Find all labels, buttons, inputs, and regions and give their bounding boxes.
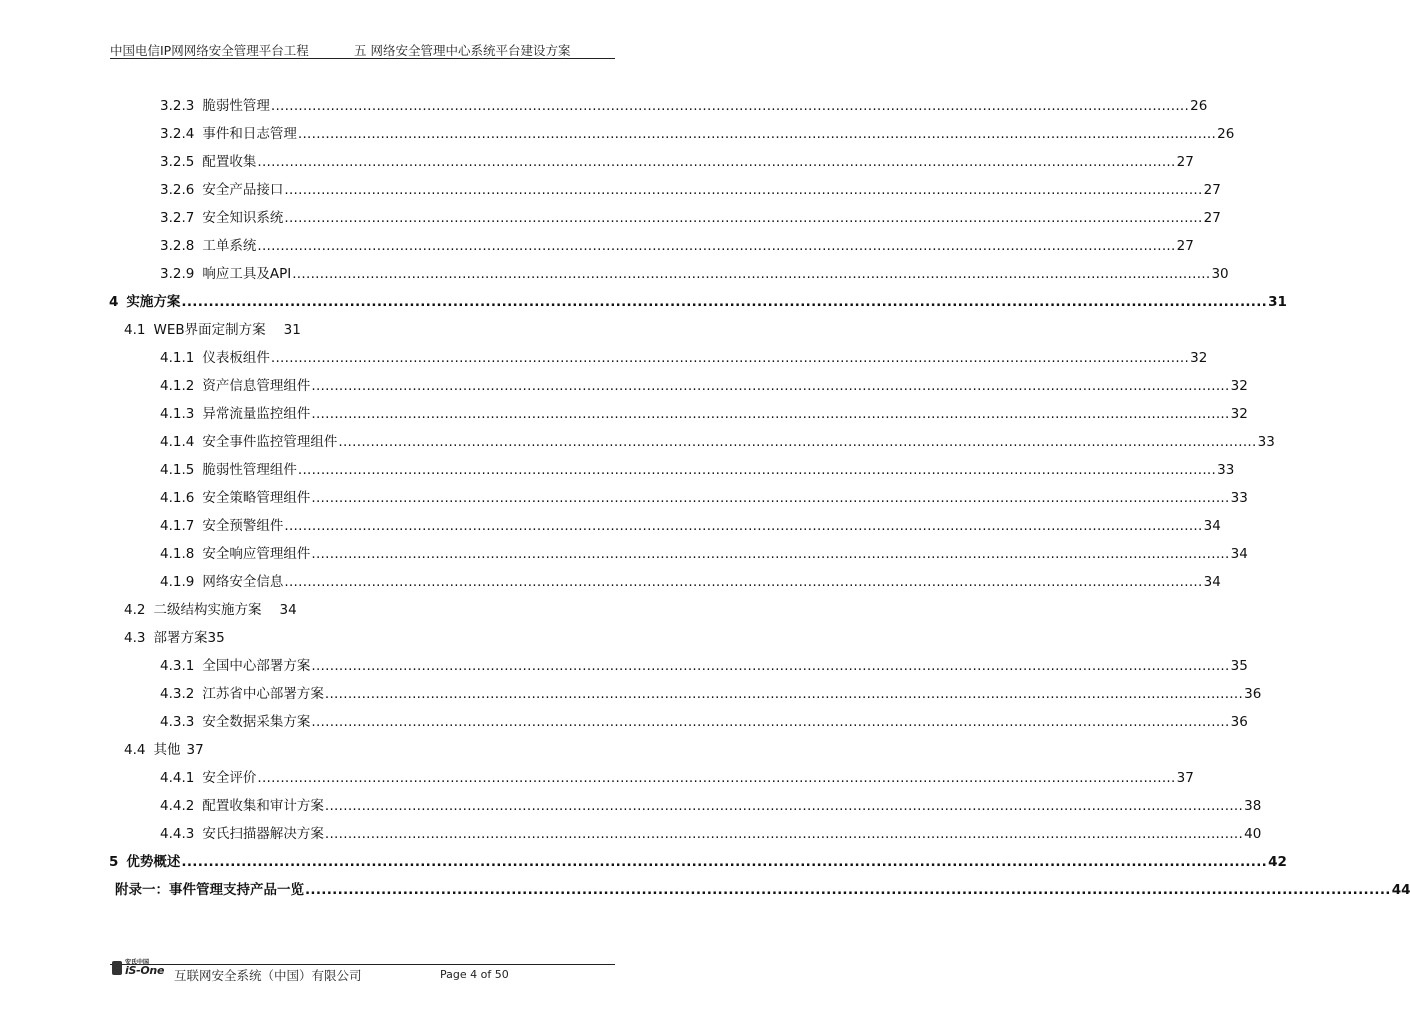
leader-dots: ........................................................................................................................................................................................................ <box>311 546 1230 562</box>
leader-dots: ........................................................................................................................................................................................................ <box>311 378 1230 394</box>
leader-dots: ........................................................................................................................................................................................................ <box>284 182 1203 198</box>
leader-dots: ........................................................................................................................................................................................................ <box>324 686 1244 702</box>
leader-dots: ........................................................................................................................................................................................................ <box>297 462 1217 478</box>
leader-dots: ........................................................................................................................................................................................................ <box>297 126 1217 142</box>
logo-wordmark: iS-One <box>125 964 165 977</box>
toc-chapter-entry[interactable]: 5 优势概述 ........................................................................................................................................................................................................ 42 <box>109 854 1287 870</box>
toc-section-entry[interactable]: 4.4 其他 37 <box>124 742 204 758</box>
toc-entry[interactable]: 3.2.4 事件和日志管理 ........................................................................................................................................................................................................ 26 <box>160 126 1235 142</box>
leader-dots: ........................................................................................................................................................................................................ <box>257 238 1176 254</box>
leader-dots: ........................................................................................................................................................................................................ <box>257 154 1176 170</box>
leader-dots: ........................................................................................................................................................................................................ <box>270 98 1190 114</box>
toc-entry[interactable]: 3.2.5 配置收集 ........................................................................................................................................................................................................ 27 <box>160 154 1194 170</box>
toc-entry[interactable]: 4.4.2 配置收集和审计方案 ........................................................................................................................................................................................................ 38 <box>160 798 1262 814</box>
header-right-title: 五 网络安全管理中心系统平台建设方案 <box>354 43 571 58</box>
toc-entry[interactable]: 3.2.8 工单系统 ........................................................................................................................................................................................................ 27 <box>160 238 1194 254</box>
toc-chapter-entry[interactable]: 4 实施方案 ........................................................................................................................................................................................................ 31 <box>109 294 1287 310</box>
toc-entry[interactable]: 4.1.5 脆弱性管理组件 ........................................................................................................................................................................................................ 33 <box>160 462 1235 478</box>
leader-dots: ........................................................................................................................................................................................................ <box>284 574 1203 590</box>
toc-entry[interactable]: 4.3.3 安全数据采集方案 ........................................................................................................................................................................................................ 36 <box>160 714 1248 730</box>
leader-dots: ........................................................................................................................................................................................................ <box>305 882 1391 898</box>
toc-section-entry[interactable]: 4.2 二级结构实施方案 34 <box>124 602 297 618</box>
leader-dots: ........................................................................................................................................................................................................ <box>270 350 1190 366</box>
toc-entry[interactable]: 4.1.7 安全预警组件 ........................................................................................................................................................................................................ 34 <box>160 518 1221 534</box>
toc-entry[interactable]: 4.3.1 全国中心部署方案 ........................................................................................................................................................................................................ 35 <box>160 658 1248 674</box>
page-number: Page 4 of 50 <box>440 968 509 981</box>
header-left-title: 中国电信IP网网络安全管理平台工程 <box>110 43 309 58</box>
leader-dots: ........................................................................................................................................................................................................ <box>284 518 1203 534</box>
toc-entry[interactable]: 4.1.6 安全策略管理组件 ........................................................................................................................................................................................................ 33 <box>160 490 1248 506</box>
toc-entry[interactable]: 3.2.9 响应工具及API ........................................................................................................................................................................................................ 30 <box>160 266 1229 282</box>
toc-entry[interactable]: 4.1.3 异常流量监控组件 ........................................................................................................................................................................................................ 32 <box>160 406 1248 422</box>
toc-section-entry[interactable]: 4.3 部署方案 35 <box>124 630 225 646</box>
leader-dots: ........................................................................................................................................................................................................ <box>181 294 1268 310</box>
toc-entry[interactable]: 4.1.8 安全响应管理组件 ........................................................................................................................................................................................................ 34 <box>160 546 1248 562</box>
logo-caption: 安氏中国 <box>125 959 150 966</box>
leader-dots: ........................................................................................................................................................................................................ <box>257 770 1176 786</box>
leader-dots: ........................................................................................................................................................................................................ <box>324 798 1244 814</box>
company-name: 互联网安全系统（中国）有限公司 <box>174 968 362 983</box>
toc-appendix-entry[interactable]: 附录一：事件管理支持产品一览 ........................................................................................................................................................................................................ 44 <box>115 882 1410 898</box>
leader-dots: ........................................................................................................................................................................................................ <box>338 434 1257 450</box>
leader-dots: ........................................................................................................................................................................................................ <box>324 826 1244 842</box>
toc-section-entry[interactable]: 4.1 WEB界面定制方案 31 <box>124 322 301 338</box>
page-footer <box>110 959 615 985</box>
leader-dots: ........................................................................................................................................................................................................ <box>311 714 1230 730</box>
leader-dots: ........................................................................................................................................................................................................ <box>311 406 1230 422</box>
toc-entry[interactable]: 4.1.2 资产信息管理组件 ........................................................................................................................................................................................................ 32 <box>160 378 1248 394</box>
toc-entry[interactable]: 3.2.3 脆弱性管理 ........................................................................................................................................................................................................ 26 <box>160 98 1208 114</box>
toc-entry[interactable]: 4.4.3 安氏扫描器解决方案 ........................................................................................................................................................................................................ 40 <box>160 826 1262 842</box>
toc-entry[interactable]: 4.3.2 江苏省中心部署方案 ........................................................................................................................................................................................................ 36 <box>160 686 1262 702</box>
toc-entry[interactable]: 3.2.6 安全产品接口 ........................................................................................................................................................................................................ 27 <box>160 182 1221 198</box>
leader-dots: ........................................................................................................................................................................................................ <box>181 854 1268 870</box>
toc-entry[interactable]: 4.1.9 网络安全信息 ........................................................................................................................................................................................................ 34 <box>160 574 1221 590</box>
company-logo <box>112 957 172 983</box>
toc-entry[interactable]: 4.1.4 安全事件监控管理组件 ........................................................................................................................................................................................................ 33 <box>160 434 1275 450</box>
toc-entry[interactable]: 3.2.7 安全知识系统 ........................................................................................................................................................................................................ 27 <box>160 210 1221 226</box>
shield-icon <box>112 961 122 975</box>
leader-dots: ........................................................................................................................................................................................................ <box>292 266 1211 282</box>
leader-dots: ........................................................................................................................................................................................................ <box>284 210 1203 226</box>
toc-entry[interactable]: 4.1.1 仪表板组件 ........................................................................................................................................................................................................ 32 <box>160 350 1208 366</box>
leader-dots: ........................................................................................................................................................................................................ <box>311 658 1230 674</box>
toc-entry[interactable]: 4.4.1 安全评价 ........................................................................................................................................................................................................ 37 <box>160 770 1194 786</box>
page-header <box>110 40 615 59</box>
leader-dots: ........................................................................................................................................................................................................ <box>311 490 1230 506</box>
